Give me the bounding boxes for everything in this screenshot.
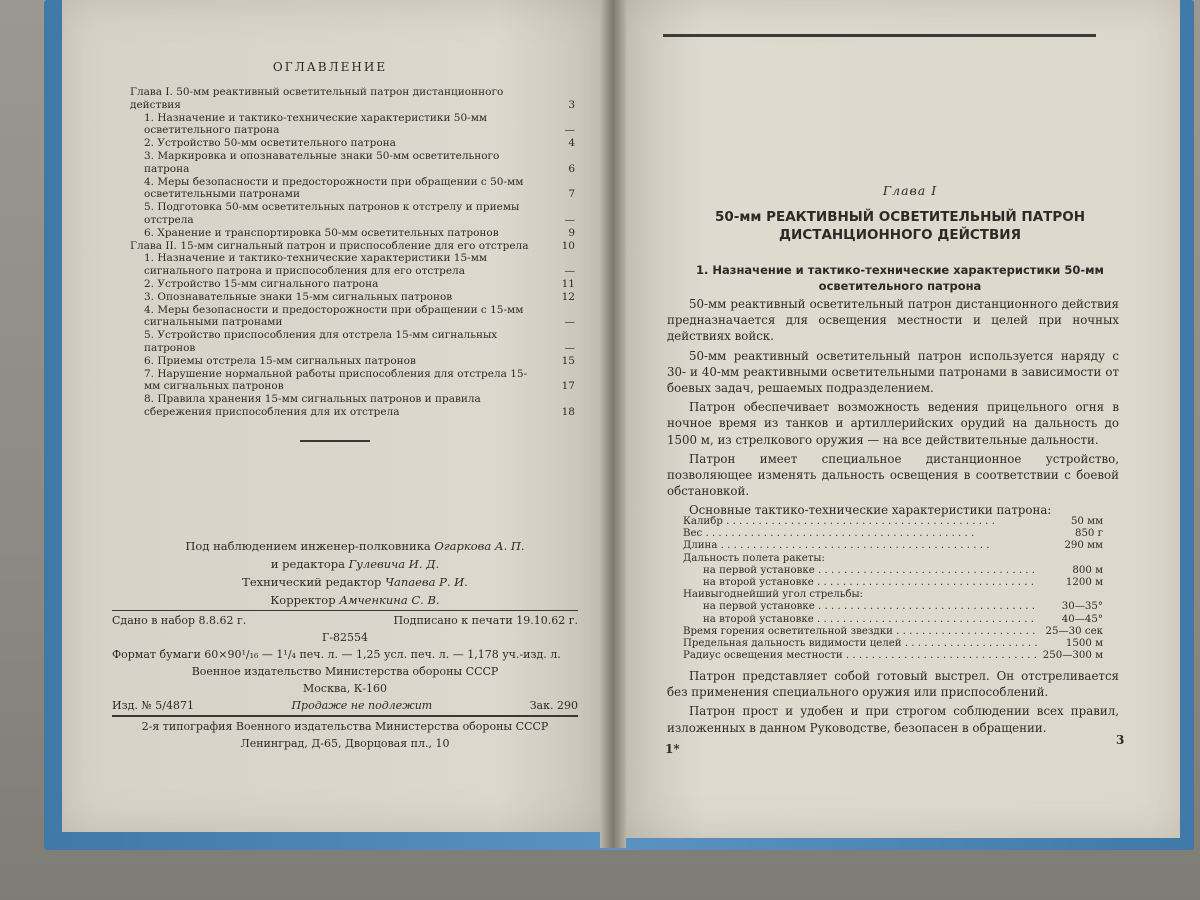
toc-entry-title: 2. Устройство 15-мм сигнального патрона (144, 277, 379, 290)
toc-entry (130, 176, 575, 202)
paragraph: 50-мм реактивный осветительный патрон используется наряду с 30- и 40-мм реактивными осветительными патронами в зависимости от боевых задач, решаемых подразделением. (667, 348, 1119, 396)
paragraph: 50-мм реактивный осветительный патрон дистанционного действия предназначается для освещения местности и целей при ночных действиях войск. (667, 297, 1119, 344)
divider-rule (300, 440, 370, 442)
page-number: 3 (1116, 733, 1125, 747)
credits-line-1: Под наблюдением инженер-полковника Огаркова А. П. (185, 539, 525, 553)
toc-entry-title: 5. Подготовка 50-мм осветительных патронов к отстрелу и приемы отстрела (144, 201, 520, 226)
toc-entry (130, 201, 575, 227)
spec-row (683, 540, 1103, 552)
toc-entry (130, 86, 575, 112)
spec-label: Вес . . . (683, 528, 1037, 540)
toc-title: ОГЛАВЛЕНИЕ (272, 60, 388, 74)
toc-entry-page: 3 (568, 98, 575, 111)
spec-row (683, 589, 1103, 601)
spec-row (683, 528, 1103, 540)
spec-label: Время горения осветительной звездки . . . (683, 626, 1037, 638)
spec-row (683, 638, 1103, 650)
paragraph: Патрон представляет собой готовый выстрел. Он отстреливается без применения специального оружия или приспособлений. (667, 669, 1119, 700)
paragraph: Патрон прост и удобен и при строгом соблюдении всех правил, изложенных в данном Руководстве, безопасен в обращении. (667, 704, 1119, 735)
toc-entry-title: Глава II. 15-мм сигнальный патрон и приспособление для его отстрела (130, 239, 529, 252)
spec-label: Калибр . . . (683, 516, 1037, 528)
toc-entry-title: 6. Приемы отстрела 15-мм сигнальных патронов (144, 354, 416, 367)
spec-label: Радиус освещения местности . . . (683, 650, 1037, 662)
toc-entry-page: 10 (561, 239, 575, 252)
toc-entry-title: 4. Меры безопасности и предосторожности при обращении с 50-мм осветительными патронами (144, 175, 524, 201)
toc-entry-title: 6. Хранение и транспортировка 50-мм осветительных патронов (144, 226, 499, 239)
spec-value: 1200 м (1065, 577, 1103, 589)
specs-table (683, 516, 1103, 662)
section-title: 1. Назначение и тактико-технические характеристики 50-мм осветительного патрона (696, 263, 1104, 293)
toc-entry-page: — (564, 265, 575, 278)
imprint-publisher: Военное издательство Министерства обороны СССР (191, 665, 499, 678)
book-spine-gutter (600, 0, 626, 848)
toc-entry-title: 2. Устройство 50-мм осветительного патрона (144, 137, 396, 150)
signature-mark: 1* (665, 742, 680, 756)
toc-entry (130, 304, 575, 330)
toc-entry (130, 278, 575, 291)
credits-line-2: и редактора Гулевича И. Д. (270, 557, 440, 571)
closing-text (667, 668, 1119, 739)
toc-entry (130, 252, 575, 278)
spec-row (683, 553, 1103, 565)
toc-entry-title: 3. Маркировка и опознавательные знаки 50-мм осветительного патрона (144, 149, 500, 175)
imprint-dates: Сдано в набор 8.8.62 г. Подписано к печати 19.10.62 г. (112, 614, 578, 627)
toc-entry-title: 3. Опознавательные знаки 15-мм сигнальных патронов (144, 290, 453, 303)
credits-line-4: Корректор Амченкина С. В. (270, 593, 440, 607)
spec-value: 290 мм (1064, 540, 1103, 552)
spec-label: на второй установке . . . (683, 577, 1037, 589)
chapter-title: 50-мм РЕАКТИВНЫЙ ОСВЕТИТЕЛЬНЫЙ ПАТРОН ДИСТАНЦИОННОГО ДЕЙСТВИЯ (714, 209, 1086, 243)
toc-entry-title: Глава I. 50-мм реактивный осветительный патрон дистанционного действия (130, 86, 504, 111)
spec-label: Дальность полета ракеты: (683, 552, 825, 564)
spec-label: Предельная дальность видимости целей . . . (683, 638, 1037, 650)
toc-entry-page: 18 (561, 405, 575, 418)
toc-entry-page: 9 (568, 226, 575, 239)
toc-entry (130, 393, 575, 419)
toc-entry (130, 150, 575, 176)
toc-entry-page: 7 (568, 188, 575, 201)
imprint-city: Москва, К-160 (303, 682, 387, 695)
body-text (667, 296, 1119, 522)
toc-entry (130, 112, 575, 138)
spec-row (683, 577, 1103, 589)
imprint-printer: 2-я типография Военного издательства Министерства обороны СССР (141, 720, 549, 733)
imprint-rule-bottom (112, 715, 578, 717)
toc-entry-page: 17 (561, 380, 575, 393)
spec-label: на второй установке . . . (683, 614, 1037, 626)
paragraph: Патрон обеспечивает возможность ведения прицельного огня в ночное время из танков и артиллерийских орудий на дальность до 1500 м, из стрелкового оружия — на все действительные дальности. (667, 400, 1119, 447)
imprint-format: Формат бумаги 60×90¹/₁₆ — 1¹/₄ печ. л. — 1,25 усл. печ. л. — 1,178 уч.-изд. л. (112, 648, 561, 661)
spec-row (683, 614, 1103, 626)
toc-entry (130, 368, 575, 394)
spec-label: Длина . . . (683, 540, 1037, 552)
paragraph: Патрон имеет специальное дистанционное устройство, позволяющее изменять дальность освещения в соответствии с боевой обстановкой. (667, 451, 1119, 499)
spec-row (683, 626, 1103, 638)
spec-value: 40—45° (1061, 613, 1103, 625)
toc-entry (130, 291, 575, 304)
toc-entry (130, 137, 575, 150)
toc-entry-page: 4 (568, 137, 575, 150)
table-of-contents (130, 86, 575, 419)
toc-entry (130, 355, 575, 368)
toc-entry-title: 7. Нарушение нормальной работы приспособления для отстрела 15-мм сигнальных патронов (144, 367, 528, 393)
paragraph: Основные тактико-технические характеристики патрона: (689, 503, 1052, 518)
toc-entry-title: 1. Назначение и тактико-технические характеристики 15-мм сигнального патрона и приспособления для его отстрела (144, 252, 488, 278)
imprint-address: Ленинград, Д-65, Дворцовая пл., 10 (240, 737, 450, 750)
toc-entry-page: — (564, 213, 575, 226)
toc-entry-title: 4. Меры безопасности и предосторожности при обращении с 15-мм сигнальными патронами (144, 303, 524, 329)
imprint-rule (112, 610, 578, 611)
imprint-block (112, 609, 578, 752)
toc-entry-title: 5. Устройство приспособления для отстрела 15-мм сигнальных патронов (144, 329, 498, 354)
spec-value: 50 мм (1070, 516, 1103, 527)
spec-value: 1500 м (1065, 638, 1103, 650)
toc-entry-page: 12 (561, 290, 575, 303)
spec-row (683, 516, 1103, 528)
spec-value: 800 м (1072, 564, 1103, 576)
spec-label: Наивыгоднейший угол стрельбы: (683, 589, 863, 601)
spec-label: на первой установке . . . (683, 565, 1037, 577)
toc-entry-page: 6 (568, 162, 575, 175)
spec-value: 30—35° (1061, 601, 1103, 613)
spec-row (683, 650, 1103, 662)
toc-entry-title: 8. Правила хранения 15-мм сигнальных патронов и правила сбережения приспособления для их отстрела (144, 393, 481, 418)
spec-value: 25—30 сек (1045, 625, 1103, 637)
toc-entry-title: 1. Назначение и тактико-технические характеристики 50-мм осветительного патрона (144, 111, 488, 137)
imprint-code: Г-82554 (322, 631, 368, 644)
toc-entry (130, 240, 575, 253)
credits-block (175, 537, 535, 609)
spec-value: 850 г (1074, 528, 1103, 540)
spec-label: на первой установке . . . (683, 601, 1037, 613)
toc-entry-page: — (564, 316, 575, 329)
toc-entry-page: 11 (561, 277, 575, 290)
toc-entry-page: 15 (561, 354, 575, 367)
spec-row (683, 565, 1103, 577)
toc-entry-page: — (564, 124, 575, 137)
imprint-order-line: Изд. № 5/4871 Продаже не подлежит Зак. 290 (112, 699, 578, 712)
credits-line-3: Технический редактор Чапаева Р. И. (242, 575, 468, 589)
header-rule (663, 34, 1096, 37)
toc-entry (130, 329, 575, 355)
toc-entry-page: — (564, 341, 575, 354)
spec-value: 250—300 м (1042, 650, 1103, 662)
spec-row (683, 601, 1103, 613)
chapter-label: Глава I (882, 183, 938, 198)
toc-entry (130, 227, 575, 240)
